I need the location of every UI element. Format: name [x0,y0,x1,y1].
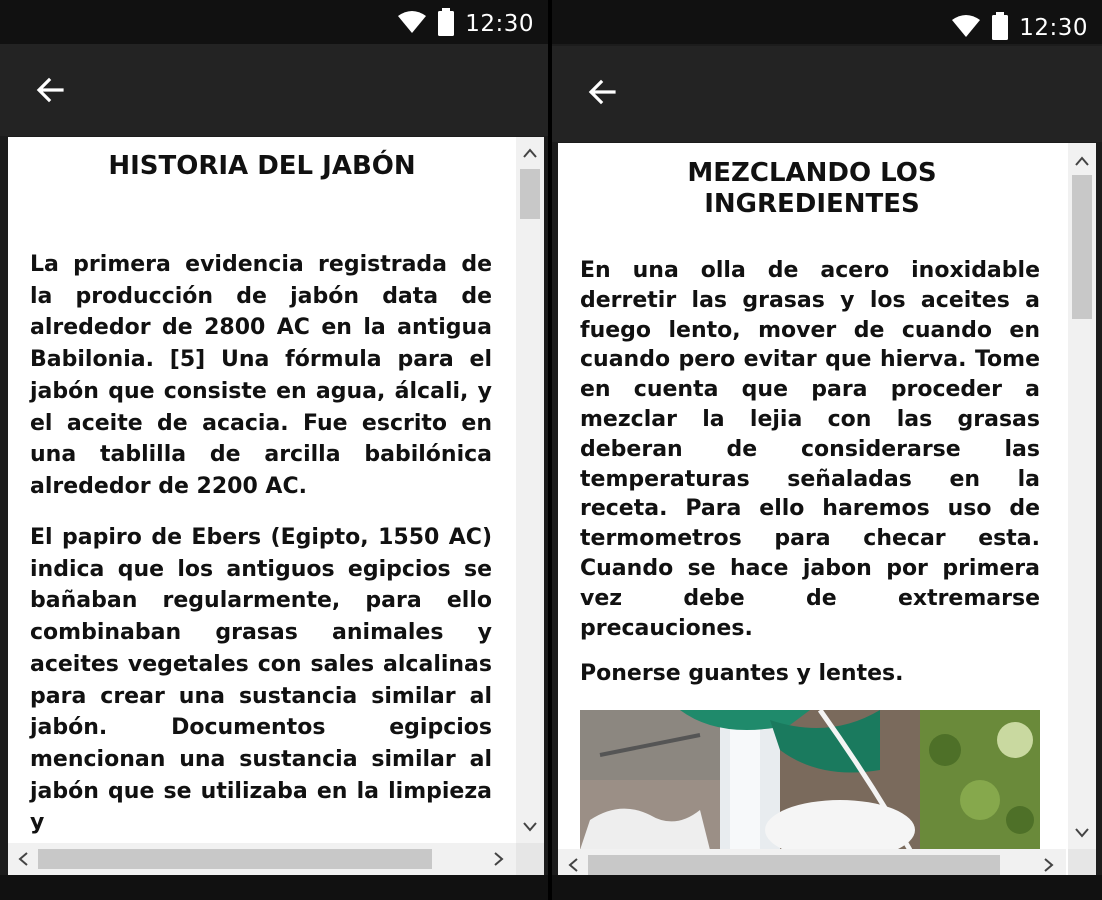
article [8,137,516,843]
horizontal-scroll-thumb[interactable] [588,855,1000,875]
app-bar [552,46,1102,142]
battery-icon [437,8,455,40]
vertical-scrollbar[interactable] [516,137,544,843]
arrow-left-icon [586,76,618,112]
back-button[interactable] [28,70,72,114]
page-title: HISTORIA DEL JABÓN [108,151,416,181]
status-bar [0,0,548,44]
status-icons [951,12,1088,44]
chevron-up-icon[interactable] [516,141,544,165]
chevron-right-icon[interactable] [486,843,512,875]
horizontal-scrollbar[interactable] [8,843,516,875]
battery-icon [991,12,1009,44]
vertical-scroll-thumb[interactable] [1072,175,1092,319]
chevron-up-icon[interactable] [1068,149,1096,173]
chevron-down-icon[interactable] [516,815,544,839]
soap-mixing-photo [580,710,1040,849]
paragraph-2: Ponerse guantes y lentes. [580,661,904,686]
chevron-left-icon[interactable] [10,843,36,875]
bottom-bar [552,875,1102,900]
vertical-scrollbar[interactable] [1068,143,1096,849]
content-webview[interactable] [558,143,1096,881]
screen-mezclando [552,0,1102,900]
back-button[interactable] [580,72,624,116]
screen-historia [0,0,548,900]
wifi-icon [951,14,981,42]
scrollbar-corner [516,843,544,875]
app-bar [0,44,548,136]
status-time: 12:30 [1019,15,1088,41]
paragraph-1: En una olla de acero inoxidable derretir las grasas y los aceites a fuego lento, mover de cuando en cuando pero evitar que hierva. Tome en cuenta que para proceder a mezclar la lejia con las grasas deberan de considerarse las temperaturas señaladas en la receta. Para ello haremos uso de termometros para checar esta. Cuando se hace jabon por primera vez debe de extremarse precauciones. [580,258,1040,641]
status-icons [397,8,534,40]
article [558,143,1066,849]
paragraph-2: El papiro de Ebers (Egipto, 1550 AC) indica que los antiguos egipcios se bañaban regularmente, para ello combinaban grasas animales y aceites vegetales con sales alcalinas para crear una sustancia similar al jabón. Documentos egipcios mencionan una sustancia similar al jabón que se utilizaba en la limpieza y [30,525,492,836]
page-title: MEZCLANDO LOS INGREDIENTES [687,158,937,219]
status-time: 12:30 [465,11,534,37]
wifi-icon [397,10,427,38]
arrow-left-icon [34,74,66,110]
content-webview[interactable] [8,137,544,875]
bottom-bar [0,875,548,900]
vertical-scroll-thumb[interactable] [520,169,540,219]
paragraph-1: La primera evidencia registrada de la producción de jabón data de alrededor de 2800 AC en la antigua Babilonia. [5] Una fórmula para el jabón que consiste en agua, álcali, y el aceite de acacia. Fue escrito en una tablilla de arcilla babilónica alrededor de 2200 AC. [30,252,492,499]
horizontal-scroll-thumb[interactable] [38,849,432,869]
chevron-down-icon[interactable] [1068,821,1096,845]
status-bar [552,0,1102,44]
